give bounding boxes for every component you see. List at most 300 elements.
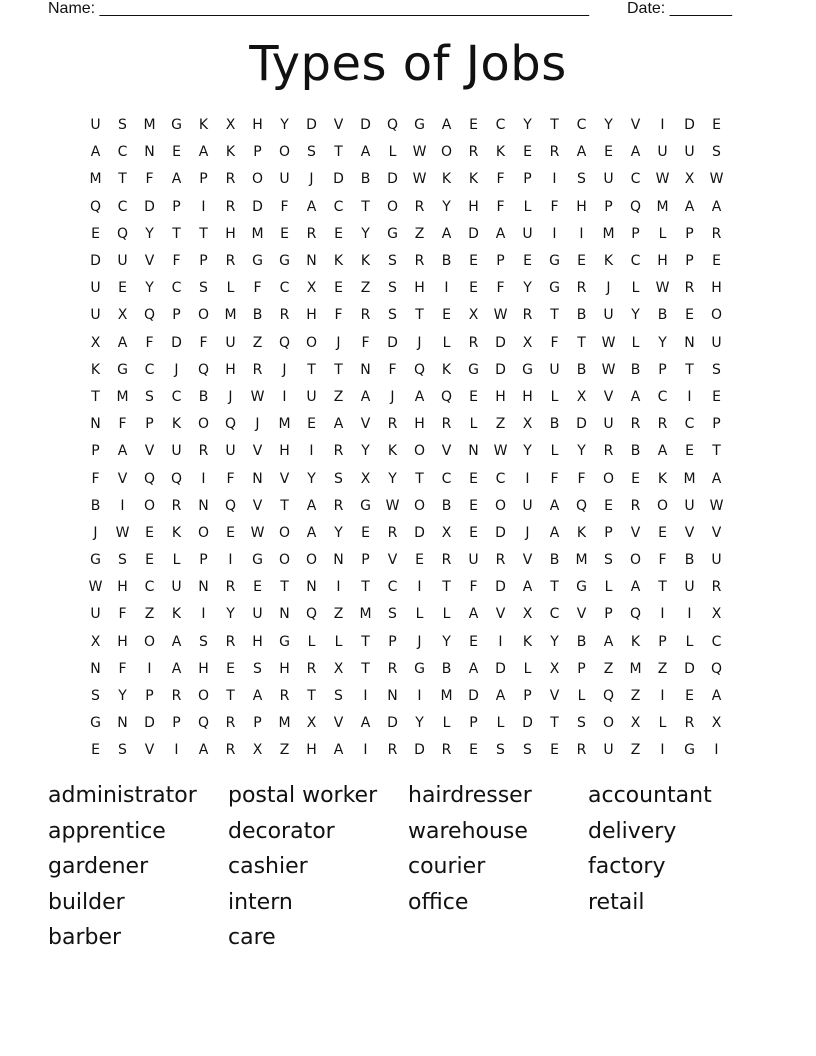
grid-letter[interactable]: N [279,606,290,623]
grid-letter[interactable]: A [306,524,317,541]
grid-letter[interactable]: Q [116,225,129,242]
grid-letter[interactable]: T [550,117,559,134]
grid-letter[interactable]: P [172,307,181,324]
grid-letter[interactable]: I [228,552,233,569]
grid-letter[interactable]: G [414,117,425,134]
grid-letter[interactable]: I [147,660,152,677]
grid-letter[interactable]: Y [307,470,316,487]
grid-letter[interactable]: R [171,688,182,705]
grid-letter[interactable]: C [630,171,641,188]
grid-letter[interactable]: B [441,660,452,677]
name-field[interactable]: Name: _______________________________________________________ [48,0,589,17]
grid-letter[interactable]: E [307,416,316,433]
grid-letter[interactable]: M [575,552,588,569]
grid-letter[interactable]: E [91,225,100,242]
grid-letter[interactable]: W [655,280,670,297]
grid-letter[interactable]: U [711,334,722,351]
grid-letter[interactable]: Z [333,606,344,623]
grid-letter[interactable]: A [630,388,641,405]
grid-letter[interactable]: L [334,633,343,650]
grid-letter[interactable]: V [144,253,155,270]
grid-letter[interactable]: P [199,253,208,270]
grid-letter[interactable]: K [576,524,587,541]
grid-letter[interactable]: I [309,443,314,460]
grid-letter[interactable]: P [523,688,532,705]
grid-letter[interactable]: G [171,117,182,134]
grid-letter[interactable]: I [525,470,530,487]
grid-letter[interactable]: R [387,416,398,433]
grid-letter[interactable]: W [655,171,670,188]
grid-letter[interactable]: L [226,280,235,297]
grid-letter[interactable]: D [333,171,344,188]
grid-letter[interactable]: Y [577,443,586,460]
grid-letter[interactable]: A [360,715,371,732]
grid-letter[interactable]: I [714,742,719,759]
grid-letter[interactable]: T [685,361,694,378]
grid-letter[interactable]: X [90,334,101,351]
grid-letter[interactable]: B [576,307,587,324]
grid-letter[interactable]: S [496,742,505,759]
grid-letter[interactable]: B [360,171,371,188]
grid-letter[interactable]: E [469,253,478,270]
grid-letter[interactable]: P [604,524,613,541]
grid-letter[interactable]: S [118,742,127,759]
grid-letter[interactable]: H [522,388,533,405]
grid-letter[interactable]: A [441,225,452,242]
grid-letter[interactable]: Q [629,198,642,215]
grid-letter[interactable]: A [117,334,128,351]
grid-letter[interactable]: Q [575,497,588,514]
grid-letter[interactable]: R [387,742,398,759]
grid-letter[interactable]: S [118,552,127,569]
grid-letter[interactable]: L [658,225,667,242]
grid-letter[interactable]: F [550,470,559,487]
grid-letter[interactable]: H [414,280,425,297]
grid-letter[interactable]: T [361,660,370,677]
grid-letter[interactable]: R [576,280,587,297]
grid-letter[interactable]: K [360,253,371,270]
grid-letter[interactable]: H [279,443,290,460]
grid-letter[interactable]: Y [145,225,154,242]
grid-letter[interactable]: O [197,307,210,324]
grid-letter[interactable]: Y [388,470,397,487]
grid-letter[interactable]: I [498,633,503,650]
grid-letter[interactable]: U [684,144,695,161]
grid-letter[interactable]: G [360,497,371,514]
grid-letter[interactable]: V [252,443,263,460]
grid-letter[interactable]: L [442,334,451,351]
grid-letter[interactable]: H [252,633,263,650]
grid-letter[interactable]: S [118,117,127,134]
grid-letter[interactable]: A [171,171,182,188]
grid-letter[interactable]: E [469,470,478,487]
grid-letter[interactable]: R [279,307,290,324]
grid-letter[interactable]: S [199,280,208,297]
grid-letter[interactable]: P [253,715,262,732]
grid-letter[interactable]: M [224,307,237,324]
grid-letter[interactable]: O [143,497,156,514]
grid-letter[interactable]: C [441,470,452,487]
grid-letter[interactable]: J [336,334,341,351]
grid-letter[interactable]: U [603,416,614,433]
grid-letter[interactable]: E [523,144,532,161]
grid-letter[interactable]: I [120,497,125,514]
grid-letter[interactable]: H [495,388,506,405]
grid-letter[interactable]: X [522,334,533,351]
grid-letter[interactable]: O [413,443,426,460]
grid-letter[interactable]: P [253,144,262,161]
grid-letter[interactable]: Q [710,660,723,677]
grid-letter[interactable]: D [387,715,398,732]
grid-letter[interactable]: H [414,416,425,433]
grid-letter[interactable]: L [577,688,586,705]
grid-letter[interactable]: R [225,715,236,732]
grid-letter[interactable]: I [363,742,368,759]
grid-letter[interactable]: W [88,579,103,596]
grid-letter[interactable]: T [712,443,721,460]
grid-letter[interactable]: K [225,144,236,161]
grid-letter[interactable]: E [469,742,478,759]
grid-letter[interactable]: I [660,688,665,705]
grid-letter[interactable]: Y [361,225,370,242]
grid-letter[interactable]: A [576,144,587,161]
grid-letter[interactable]: X [441,524,452,541]
grid-letter[interactable]: X [360,470,371,487]
grid-letter[interactable]: A [333,742,344,759]
grid-letter[interactable]: M [656,198,669,215]
grid-letter[interactable]: V [333,117,344,134]
grid-letter[interactable]: U [603,307,614,324]
grid-letter[interactable]: D [495,334,506,351]
grid-letter[interactable]: R [225,253,236,270]
grid-letter[interactable]: R [225,633,236,650]
grid-letter[interactable]: Z [495,416,506,433]
grid-letter[interactable]: A [468,660,479,677]
grid-letter[interactable]: H [117,633,128,650]
grid-letter[interactable]: N [468,443,479,460]
grid-letter[interactable]: Z [630,688,641,705]
grid-letter[interactable]: S [523,742,532,759]
grid-letter[interactable]: D [684,660,695,677]
grid-letter[interactable]: T [307,361,316,378]
grid-letter[interactable]: S [712,361,721,378]
grid-letter[interactable]: N [198,579,209,596]
grid-letter[interactable]: O [440,144,453,161]
grid-letter[interactable]: G [468,361,479,378]
grid-letter[interactable]: V [549,688,560,705]
grid-letter[interactable]: L [307,633,316,650]
grid-letter[interactable]: A [549,497,560,514]
grid-letter[interactable]: L [523,660,532,677]
grid-letter[interactable]: B [576,633,587,650]
grid-letter[interactable]: R [225,579,236,596]
grid-letter[interactable]: S [388,606,397,623]
grid-letter[interactable]: S [334,688,343,705]
grid-letter[interactable]: T [550,715,559,732]
grid-letter[interactable]: C [576,117,587,134]
grid-letter[interactable]: T [577,334,586,351]
grid-letter[interactable]: Z [360,280,371,297]
grid-letter[interactable]: T [361,198,370,215]
grid-letter[interactable]: V [279,470,290,487]
grid-letter[interactable]: F [199,334,208,351]
grid-letter[interactable]: N [90,416,101,433]
grid-letter[interactable]: U [657,144,668,161]
grid-letter[interactable]: G [90,552,101,569]
grid-letter[interactable]: M [278,416,291,433]
grid-letter[interactable]: A [306,198,317,215]
grid-letter[interactable]: G [252,253,263,270]
grid-letter[interactable]: X [252,742,263,759]
grid-letter[interactable]: Q [305,606,318,623]
grid-letter[interactable]: F [496,198,505,215]
grid-letter[interactable]: W [115,524,130,541]
grid-letter[interactable]: Q [143,307,156,324]
grid-letter[interactable]: P [145,688,154,705]
grid-letter[interactable]: E [334,280,343,297]
grid-letter[interactable]: N [306,579,317,596]
grid-letter[interactable]: H [198,660,209,677]
grid-letter[interactable]: U [225,443,236,460]
grid-letter[interactable]: F [118,660,127,677]
grid-letter[interactable]: A [630,579,641,596]
grid-letter[interactable]: E [685,443,694,460]
grid-letter[interactable]: C [333,198,344,215]
grid-letter[interactable]: F [172,253,181,270]
grid-letter[interactable]: R [225,742,236,759]
grid-letter[interactable]: E [550,742,559,759]
grid-letter[interactable]: W [250,524,265,541]
grid-letter[interactable]: D [468,225,479,242]
grid-letter[interactable]: L [604,579,613,596]
grid-letter[interactable]: Q [413,361,426,378]
grid-letter[interactable]: U [684,497,695,514]
grid-letter[interactable]: J [174,361,179,378]
grid-letter[interactable]: E [685,307,694,324]
grid-letter[interactable]: O [278,144,291,161]
grid-letter[interactable]: F [145,171,154,188]
grid-letter[interactable]: R [279,688,290,705]
grid-letter[interactable]: D [495,660,506,677]
grid-letter[interactable]: Y [280,117,289,134]
grid-letter[interactable]: X [306,280,317,297]
grid-letter[interactable]: M [602,225,615,242]
grid-letter[interactable]: A [711,470,722,487]
grid-letter[interactable]: U [279,171,290,188]
grid-letter[interactable]: C [171,388,182,405]
grid-letter[interactable]: N [252,470,263,487]
grid-letter[interactable]: J [93,524,98,541]
grid-letter[interactable]: H [225,225,236,242]
grid-letter[interactable]: K [657,470,668,487]
grid-letter[interactable]: Q [602,688,615,705]
grid-letter[interactable]: G [522,361,533,378]
grid-letter[interactable]: T [280,497,289,514]
grid-letter[interactable]: S [604,552,613,569]
grid-letter[interactable]: A [522,579,533,596]
grid-letter[interactable]: I [660,117,665,134]
grid-letter[interactable]: E [604,144,613,161]
grid-letter[interactable]: M [683,470,696,487]
grid-letter[interactable]: F [334,307,343,324]
grid-letter[interactable]: B [441,253,452,270]
grid-letter[interactable]: Y [442,633,451,650]
grid-letter[interactable]: I [201,470,206,487]
grid-letter[interactable]: R [495,552,506,569]
grid-letter[interactable]: D [387,171,398,188]
grid-letter[interactable]: L [172,552,181,569]
grid-letter[interactable]: B [549,416,560,433]
grid-letter[interactable]: F [118,416,127,433]
grid-letter[interactable]: S [577,715,586,732]
grid-letter[interactable]: R [630,416,641,433]
grid-letter[interactable]: R [225,171,236,188]
grid-letter[interactable]: P [496,253,505,270]
grid-letter[interactable]: D [684,117,695,134]
grid-letter[interactable]: E [469,117,478,134]
grid-letter[interactable]: F [280,198,289,215]
grid-letter[interactable]: E [469,280,478,297]
grid-letter[interactable]: A [171,633,182,650]
grid-letter[interactable]: U [522,225,533,242]
grid-letter[interactable]: R [711,579,722,596]
grid-letter[interactable]: W [601,334,616,351]
grid-letter[interactable]: A [468,606,479,623]
grid-letter[interactable]: E [469,388,478,405]
grid-letter[interactable]: N [198,497,209,514]
grid-letter[interactable]: Y [658,334,667,351]
grid-letter[interactable]: W [412,144,427,161]
grid-letter[interactable]: P [523,171,532,188]
grid-letter[interactable]: F [469,579,478,596]
grid-letter[interactable]: V [360,416,371,433]
grid-letter[interactable]: C [495,470,506,487]
grid-letter[interactable]: V [144,742,155,759]
grid-letter[interactable]: P [469,715,478,732]
grid-letter[interactable]: O [305,334,318,351]
grid-letter[interactable]: E [91,742,100,759]
grid-letter[interactable]: B [576,361,587,378]
grid-letter[interactable]: D [306,117,317,134]
grid-letter[interactable]: U [252,606,263,623]
grid-letter[interactable]: R [333,497,344,514]
grid-letter[interactable]: E [118,280,127,297]
grid-letter[interactable]: W [601,361,616,378]
grid-letter[interactable]: R [441,742,452,759]
grid-letter[interactable]: F [577,470,586,487]
grid-letter[interactable]: Z [279,742,290,759]
grid-letter[interactable]: A [171,660,182,677]
grid-letter[interactable]: J [255,416,260,433]
grid-letter[interactable]: N [144,144,155,161]
grid-letter[interactable]: P [631,225,640,242]
grid-letter[interactable]: R [468,144,479,161]
grid-letter[interactable]: Q [278,334,291,351]
grid-letter[interactable]: S [91,688,100,705]
grid-letter[interactable]: S [577,171,586,188]
grid-letter[interactable]: E [145,524,154,541]
grid-letter[interactable]: A [549,524,560,541]
grid-letter[interactable]: E [712,253,721,270]
grid-letter[interactable]: U [90,117,101,134]
grid-letter[interactable]: B [198,388,209,405]
grid-letter[interactable]: E [442,307,451,324]
grid-letter[interactable]: O [629,552,642,569]
grid-letter[interactable]: E [226,524,235,541]
grid-letter[interactable]: D [576,416,587,433]
grid-letter[interactable]: V [711,524,722,541]
grid-letter[interactable]: S [388,307,397,324]
grid-letter[interactable]: A [711,198,722,215]
grid-letter[interactable]: A [414,388,425,405]
grid-letter[interactable]: Y [226,606,235,623]
grid-letter[interactable]: A [198,144,209,161]
grid-letter[interactable]: G [117,361,128,378]
grid-letter[interactable]: H [252,117,263,134]
grid-letter[interactable]: I [660,742,665,759]
grid-letter[interactable]: Q [89,198,102,215]
grid-letter[interactable]: A [441,117,452,134]
grid-letter[interactable]: U [711,552,722,569]
grid-letter[interactable]: R [387,524,398,541]
grid-letter[interactable]: H [657,253,668,270]
grid-letter[interactable]: M [89,171,102,188]
grid-letter[interactable]: J [525,524,530,541]
grid-letter[interactable]: N [387,688,398,705]
grid-letter[interactable]: W [385,497,400,514]
grid-letter[interactable]: I [444,280,449,297]
grid-letter[interactable]: E [631,470,640,487]
grid-letter[interactable]: F [658,552,667,569]
grid-letter[interactable]: Q [629,606,642,623]
grid-letter[interactable]: I [552,171,557,188]
grid-letter[interactable]: B [252,307,263,324]
grid-letter[interactable]: P [172,715,181,732]
grid-letter[interactable]: P [199,552,208,569]
grid-letter[interactable]: K [495,144,506,161]
grid-letter[interactable]: A [360,388,371,405]
grid-letter[interactable]: E [577,253,586,270]
grid-letter[interactable]: I [552,225,557,242]
grid-letter[interactable]: W [493,307,508,324]
grid-letter[interactable]: D [522,715,533,732]
grid-letter[interactable]: R [522,307,533,324]
grid-letter[interactable]: S [712,144,721,161]
grid-letter[interactable]: E [712,388,721,405]
grid-letter[interactable]: Y [442,198,451,215]
grid-letter[interactable]: P [199,171,208,188]
grid-letter[interactable]: T [334,144,343,161]
grid-letter[interactable]: G [684,742,695,759]
grid-letter[interactable]: X [684,171,695,188]
grid-letter[interactable]: O [413,497,426,514]
grid-letter[interactable]: H [225,361,236,378]
grid-letter[interactable]: E [469,633,478,650]
grid-letter[interactable]: N [117,715,128,732]
grid-letter[interactable]: T [442,579,451,596]
grid-letter[interactable]: Y [523,280,532,297]
grid-letter[interactable]: Q [224,497,237,514]
grid-letter[interactable]: W [250,388,265,405]
grid-letter[interactable]: U [522,497,533,514]
grid-letter[interactable]: A [657,443,668,460]
grid-letter[interactable]: X [306,715,317,732]
grid-letter[interactable]: R [306,660,317,677]
grid-letter[interactable]: R [360,307,371,324]
grid-letter[interactable]: B [684,552,695,569]
grid-letter[interactable]: D [495,579,506,596]
grid-letter[interactable]: D [171,334,182,351]
